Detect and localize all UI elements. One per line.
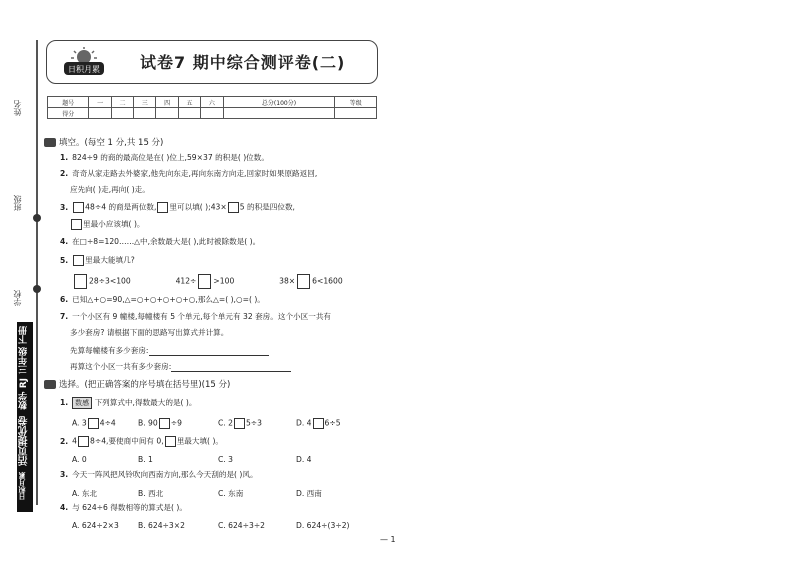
- section-icon: [44, 380, 56, 389]
- score-cell[interactable]: [156, 108, 178, 119]
- choice-4-a[interactable]: A. 624÷2×3: [72, 521, 119, 530]
- table-header: 三: [134, 97, 156, 108]
- page-title: 试卷7 期中综合测评卷(二): [140, 53, 346, 72]
- score-cell[interactable]: [178, 108, 200, 119]
- choice-3-d[interactable]: D. 西南: [296, 489, 322, 498]
- answer-line[interactable]: [171, 363, 291, 372]
- sun-logo-icon: [62, 47, 106, 77]
- question-7-line2: 多少套房? 请根据下面的思路写出算式并计算。: [70, 328, 229, 337]
- question-3: 3. 48÷4 的商是两位数, 里可以填( );43× 5 的积是四位数,: [60, 202, 295, 212]
- section-title: 选择。(把正确答案的序号填在括号里)(15 分): [59, 380, 231, 390]
- class-label: 班级: [13, 195, 22, 211]
- score-cell[interactable]: [223, 108, 335, 119]
- binding-hole: [33, 285, 41, 293]
- row-label: 得分: [48, 108, 89, 119]
- choice-1-a[interactable]: A. 3 4÷4: [72, 418, 116, 428]
- table-header: 总分(100分): [223, 97, 335, 108]
- section-choice: [44, 378, 230, 390]
- choice-2-b[interactable]: B. 1: [138, 455, 153, 464]
- choice-3-c[interactable]: C. 东南: [218, 489, 244, 498]
- question-6: 6. 已知△+○=90,△=○+○+○+○+○,那么△=( ),○=( )。: [60, 295, 265, 304]
- choice-2: 2. 4 8÷4,要使商中间有 0, 里最大填( )。: [60, 436, 223, 446]
- table-header: 五: [178, 97, 200, 108]
- table-header: 四: [156, 97, 178, 108]
- table-header: 题号: [48, 97, 89, 108]
- school-label: 学校: [13, 290, 22, 306]
- brand-spine: [17, 322, 33, 512]
- page-number: — 1: [380, 535, 396, 544]
- score-cell[interactable]: [201, 108, 223, 119]
- question-5: 5. 里最大能填几?: [60, 255, 135, 265]
- table-header: 一: [89, 97, 111, 108]
- table-header: 二: [111, 97, 133, 108]
- choice-1-b[interactable]: B. 90 ÷9: [138, 418, 182, 428]
- name-label: 姓名: [13, 100, 22, 116]
- logo-text: 日积月累: [68, 65, 100, 74]
- choice-2-d[interactable]: D. 4: [296, 455, 312, 464]
- section-fill-blank: [44, 136, 163, 148]
- choice-3: 3. 今天一阵风把风铃吹向西南方向,那么今天刮的是( )风。: [60, 470, 258, 479]
- choice-2-c[interactable]: C. 3: [218, 455, 233, 464]
- score-cell[interactable]: [134, 108, 156, 119]
- choice-4-b[interactable]: B. 624÷3×2: [138, 521, 185, 530]
- grade-label: 三年级 下册: [19, 326, 29, 375]
- score-cell[interactable]: [89, 108, 111, 119]
- question-7-step1: 先算每幢楼有多少套房:: [70, 346, 269, 356]
- choice-3-b[interactable]: B. 西北: [138, 489, 164, 498]
- question-7-step2: 再算这个小区一共有多少套房:: [70, 362, 291, 372]
- question-4: 4. 在□÷8=120……△中,余数最大是( ),此时被除数是( )。: [60, 237, 261, 246]
- section-title: 填空。(每空 1 分,共 15 分): [59, 138, 164, 148]
- question-2: 2. 奇奇从家走路去外婆家,他先向东走,再向东南方向走,回家时如果原路返回,: [60, 169, 318, 178]
- score-table: [47, 96, 377, 119]
- question-3-line2: 里最小应该填( )。: [70, 219, 145, 230]
- score-cell[interactable]: [335, 108, 377, 119]
- choice-3-a[interactable]: A. 东北: [72, 489, 98, 498]
- section-icon: [44, 138, 56, 147]
- series-label: 活页提优卷: [19, 415, 30, 466]
- binding-hole: [33, 214, 41, 222]
- choice-4: 4. 与 624÷6 得数相等的算式是( )。: [60, 503, 187, 512]
- choice-2-a[interactable]: A. 0: [72, 455, 87, 464]
- spine-logo: 日积月累: [18, 471, 26, 500]
- question-5-exprs: 28÷3<100 412÷ >100 38× 6<1600: [72, 274, 343, 289]
- question-1: 1. 824÷9 的商的最高位是在( )位上,59×37 的积是( )位数。: [60, 153, 269, 162]
- binding-line: [36, 40, 38, 505]
- choice-4-d[interactable]: D. 624÷(3÷2): [296, 521, 350, 530]
- choice-1: 1. 数感 下列算式中,得数最大的是( )。: [60, 398, 197, 407]
- number-sense-badge: 数感: [72, 397, 92, 409]
- choice-1-c[interactable]: C. 2 5÷3: [218, 418, 262, 428]
- table-header: 六: [201, 97, 223, 108]
- question-7: 7. 一个小区有 9 幢楼,每幢楼有 5 个单元,每个单元有 32 套房。这个小区一共有: [60, 312, 332, 321]
- answer-line[interactable]: [149, 347, 269, 356]
- choice-4-c[interactable]: C. 624÷3÷2: [218, 521, 266, 530]
- score-cell[interactable]: [111, 108, 133, 119]
- choice-1-d[interactable]: D. 4 6÷5: [296, 418, 341, 428]
- subject-label: 数学 RJ: [19, 378, 29, 410]
- question-2-line2: 应先向( )走,再向( )走。: [70, 185, 150, 194]
- table-header: 等级: [335, 97, 377, 108]
